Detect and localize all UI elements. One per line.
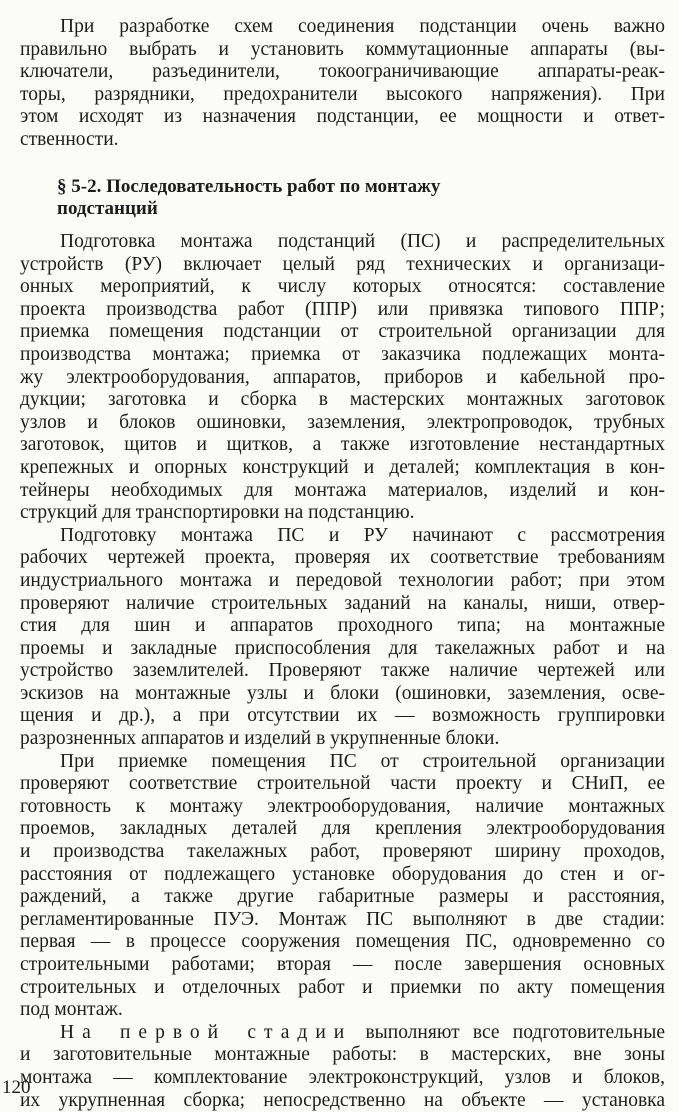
text-line: Подготовка монтажа подстанций (ПС) и распределительных	[60, 231, 665, 252]
text-line: рабочих чертежей проекта, проверяя их соответствие требованиям	[20, 547, 665, 569]
text-line: дукции; заготовка и сборка в мастерских монтажных заготовок	[20, 389, 665, 411]
text-line: проверяют соответствие строительной части проекту и СНиП, ее	[20, 773, 665, 795]
text-line: ключатели, разъединители, токоограничивающие аппараты-реак-	[20, 61, 665, 83]
text-line: под монтаж.	[20, 999, 123, 1021]
text-line: регламентированные ПУЭ. Монтаж ПС выполняют в две стадии:	[20, 908, 665, 930]
text-line: тейнеры необходимых для монтажа материалов, изделий и кон-	[20, 479, 665, 501]
text-line: проверяют наличие строительных заданий на каналы, ниши, отвер-	[20, 592, 665, 614]
text-line: раждений, а также другие габаритные размеры и расстояния,	[20, 886, 665, 908]
text-line: правильно выбрать и установить коммутационные аппараты (вы-	[20, 38, 665, 60]
text-line: струкций для транспортировки на подстанцию.	[20, 502, 415, 524]
text-line: заготовок, щитов и щитков, а также изготовление нестандартных	[20, 434, 665, 456]
text-line: этом исходят из назначения подстанции, ее мощности и ответ-	[20, 106, 665, 128]
page-number: 120	[2, 1077, 31, 1098]
text-line: узлов и блоков ошиновки, заземления, электропроводок, трубных	[20, 411, 665, 433]
text-line: ственности.	[20, 128, 119, 150]
text-line: При приемке помещения ПС от строительной организации	[60, 750, 665, 772]
text-line: строительных и отделочных работ и приемки по акту помещения	[20, 976, 665, 998]
text-line: стия для шин и аппаратов проходного типа; на монтажные	[20, 615, 665, 637]
text-line: и производства такелажных работ, проверяют ширину проходов,	[20, 841, 665, 863]
text-line: первая — в процессе сооружения помещения ПС, одновременно со	[20, 931, 665, 953]
text-line: онных мероприятий, к числу которых относятся: составление	[20, 276, 665, 298]
text-line: индустриального монтажа и передовой технологии работ; при этом	[20, 569, 665, 591]
section-heading-line: подстанций	[57, 198, 158, 219]
text-line: Подготовку монтажа ПС и РУ начинают с рассмотрения	[60, 524, 665, 546]
text-line: их укрупненная сборка; непосредственно на объекте — установка	[20, 1089, 665, 1111]
text-line: проемы и закладные приспособления для такелажных работ и на	[20, 637, 665, 659]
text-line: проекта производства работ (ППР) или привязка типового ППР;	[20, 298, 665, 320]
text-line: монтажа — комплектование электроконструкций, узлов и блоков,	[20, 1066, 665, 1088]
spaced-emphasis: На первой стадии	[60, 1021, 353, 1043]
text-fragment: выполняют все подготовительные	[352, 1021, 665, 1043]
text-line: устройство заземлителей. Проверяют также наличие чертежей или	[20, 660, 665, 682]
text-line: разрозненных аппаратов и изделий в укрупненные блоки.	[20, 728, 500, 750]
text-line	[20, 1022, 665, 1045]
body-text	[20, 231, 665, 1112]
text-line: производства монтажа; приемка от заказчика подлежащих монта-	[20, 343, 665, 365]
section-heading-line: § 5-2. Последовательность работ по монтажу	[57, 176, 441, 197]
section-heading	[57, 176, 617, 220]
text-line: строительными работами; вторая — после завершения основных	[20, 954, 665, 975]
text-line: эскизов на монтажные узлы и блоки (ошиновки, заземления, осве-	[20, 682, 665, 704]
text-line: расстояния от подлежащего установке оборудования до стен и ог-	[20, 863, 665, 885]
text-line: торы, разрядники, предохранители высокого напряжения). При	[20, 83, 665, 105]
text-line: готовность к монтажу электрооборудования, наличие монтажных	[20, 795, 665, 817]
text-line: проемов, закладных деталей для крепления электрооборудования	[20, 818, 665, 840]
text-line: устройств (РУ) включает целый ряд технических и организаци-	[20, 253, 665, 275]
text-line: щения и др.), а при отсутствии их — возможность группировки	[20, 705, 665, 727]
text-line: При разработке схем соединения подстанции очень важно	[60, 16, 665, 37]
text-line: крепежных и опорных конструкций и деталей; комплектация в кон-	[20, 456, 665, 478]
intro-paragraph	[20, 16, 665, 152]
text-line: приемка помещения подстанции от строительной организации для	[20, 321, 665, 343]
text-line: и заготовительные монтажные работы: в мастерских, вне зоны	[20, 1044, 665, 1066]
text-line: жу электрооборудования, аппаратов, приборов и кабельной про-	[20, 366, 665, 388]
